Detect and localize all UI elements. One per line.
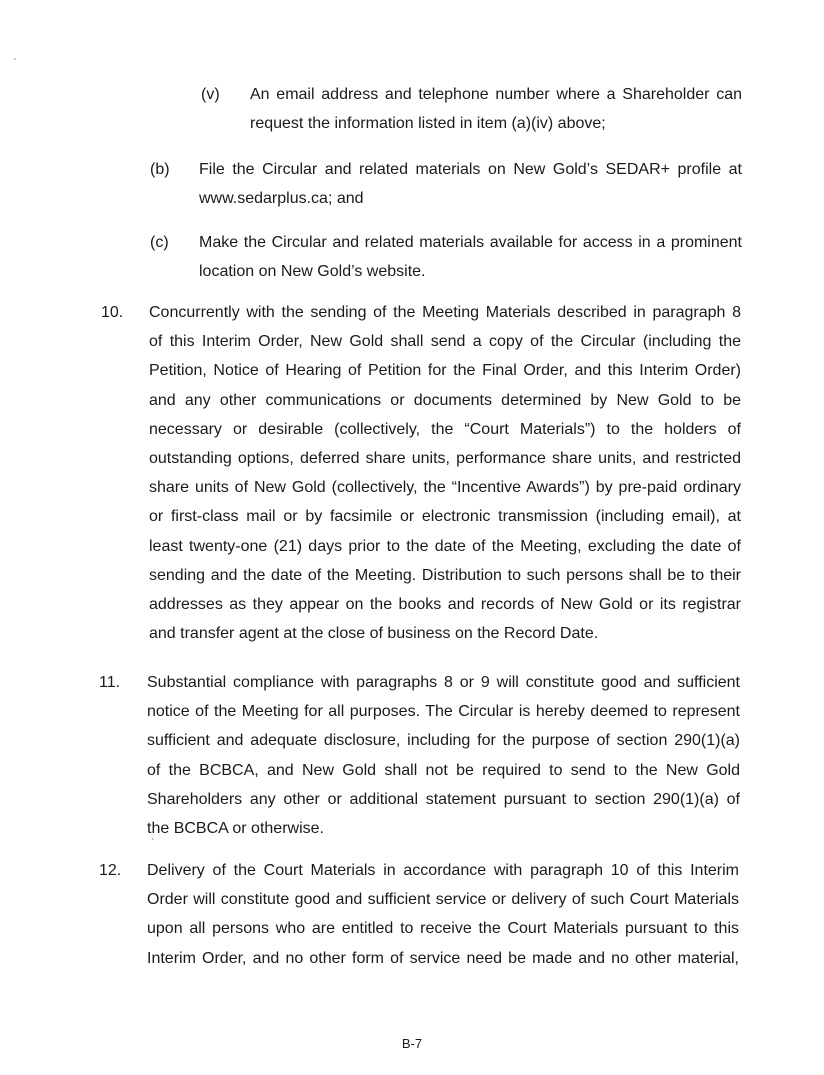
item-b-label: (b) [150,161,170,178]
sub-item-v-line: request the information listed in item (a)(iv) above; [250,115,606,133]
paragraph-10-line: addresses as they appear on the books and records of New Gold or its registrar [149,596,741,614]
paragraph-11-text [147,668,740,843]
paragraph-10-text [149,298,741,648]
paragraph-10-line: of this Interim Order, New Gold shall send a copy of the Circular (including the [149,333,741,351]
paragraph-10-line: Concurrently with the sending of the Meeting Materials described in paragraph 8 [149,304,741,321]
paragraph-12-line: upon all persons who are entitled to receive the Court Materials pursuant to this [147,920,739,938]
paragraph-11-number: 11. [99,674,121,691]
paragraph-11-line: the BCBCA or otherwise. [147,820,324,838]
paragraph-12-line: Order will constitute good and sufficient service or delivery of such Court Materials [147,891,739,909]
sub-item-v-label: (v) [201,86,220,103]
paragraph-10-line: outstanding options, deferred share units, performance share units, and restricted [149,450,741,468]
scan-speck [152,838,154,840]
paragraph-11-line: notice of the Meeting for all purposes. The Circular is hereby deemed to represent [147,703,740,721]
item-c-label: (c) [150,234,169,251]
paragraph-10-line: necessary or desirable (collectively, the “Court Materials”) to the holders of [149,420,741,438]
paragraph-10-line: and any other communications or documents determined by New Gold to be [149,391,741,409]
sub-item-v-line: An email address and telephone number where a Shareholder can [250,86,742,103]
paragraph-10-line: sending and the date of the Meeting. Distribution to such persons shall be to their [149,566,741,584]
paragraph-11-line: sufficient and adequate disclosure, including for the purpose of section 290(1)(a) [147,732,740,750]
paragraph-12-line: Interim Order, and no other form of service need be made and no other material, [147,949,739,967]
paragraph-12-text [147,856,739,973]
paragraph-11-line: Substantial compliance with paragraphs 8 or 9 will constitute good and sufficient [147,674,740,691]
paragraph-10-number: 10. [101,304,124,321]
page-number: B-7 [401,1036,423,1051]
paragraph-10-line: least twenty-one (21) days prior to the date of the Meeting, excluding the date of [149,537,741,555]
paragraph-10-line: and transfer agent at the close of business on the Record Date. [149,625,599,643]
paragraph-11-line: of the BCBCA, and New Gold shall not be required to send to the New Gold [147,761,740,779]
paragraph-12-line: Delivery of the Court Materials in accordance with paragraph 10 of this Interim [147,862,739,879]
item-c-line: location on New Gold’s website. [199,263,426,281]
paragraph-10-line: share units of New Gold (collectively, the “Incentive Awards”) by pre-paid ordinary [149,479,741,497]
item-b-text [199,155,742,213]
paragraph-12-number: 12. [99,862,122,879]
paragraph-10-line: Petition, Notice of Hearing of Petition for the Final Order, and this Interim Order) [149,362,741,380]
item-b-line: www.sedarplus.ca; and [199,190,364,208]
item-c-text [199,228,742,286]
paragraph-11-line: Shareholders any other or additional statement pursuant to section 290(1)(a) of [147,790,740,808]
scan-speck [14,58,16,60]
item-c-line: Make the Circular and related materials available for access in a prominent [199,234,742,251]
paragraph-10-line: or first-class mail or by facsimile or electronic transmission (including email), at [149,508,741,526]
item-b-line: File the Circular and related materials on New Gold’s SEDAR+ profile at [199,161,742,178]
sub-item-v-text [250,80,742,138]
